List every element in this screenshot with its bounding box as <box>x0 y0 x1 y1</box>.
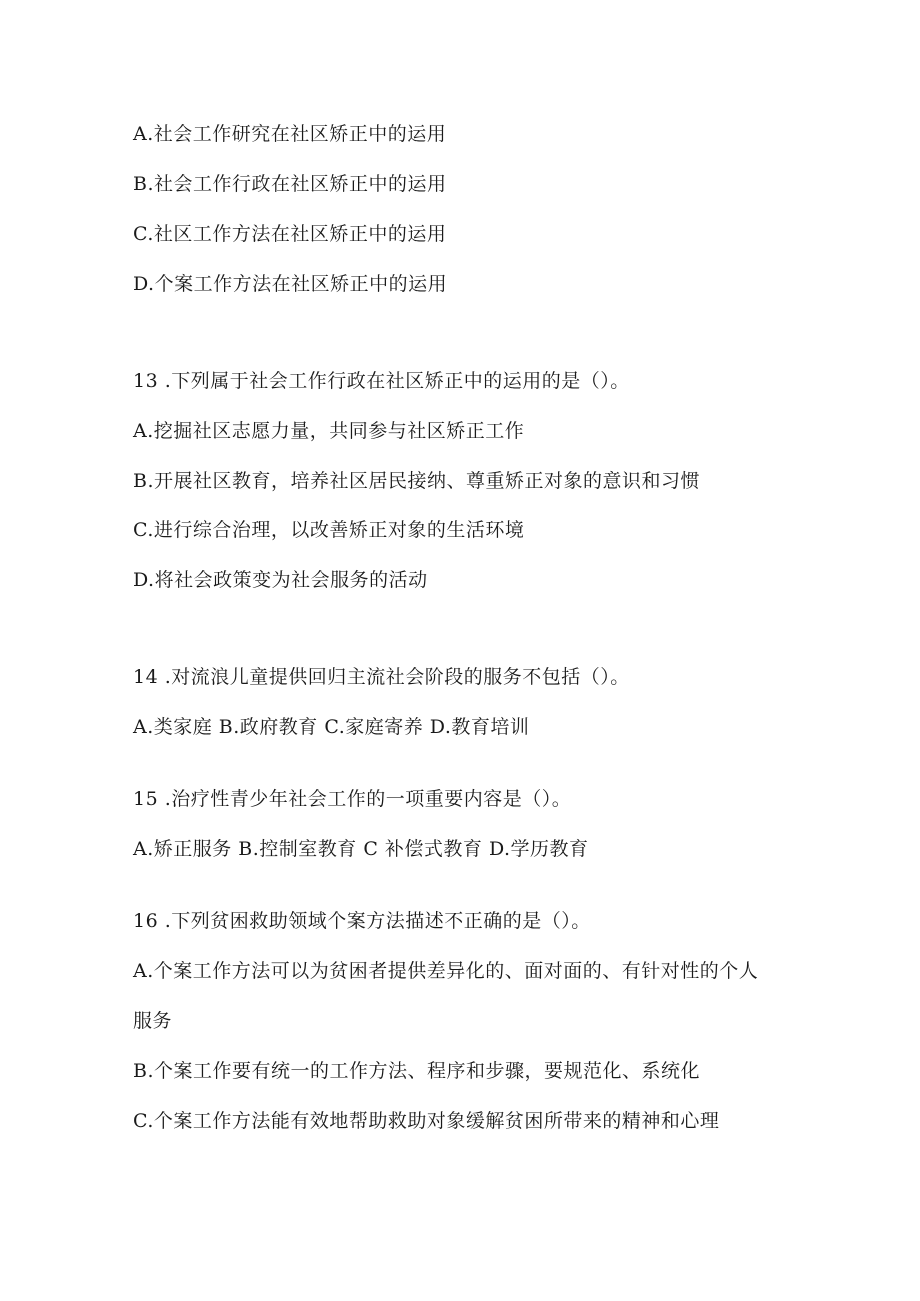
question-stem: 16 .下列贫困救助领域个案方法描述不正确的是（）。 <box>133 910 591 932</box>
option-a-line2: 服务 <box>133 1010 173 1032</box>
option-c: C.个案工作方法能有效地帮助救助对象缓解贫困所带来的精神和心理 <box>133 1110 720 1132</box>
option-c: C.进行综合治理，以改善矫正对象的生活环境 <box>133 519 525 541</box>
question-stem: 15 .治疗性青少年社会工作的一项重要内容是（）。 <box>133 788 572 810</box>
option-b: B.开展社区教育，培养社区居民接纳、尊重矫正对象的意识和习惯 <box>133 470 701 492</box>
option-b: B.个案工作要有统一的工作方法、程序和步骤，要规范化、系统化 <box>133 1060 701 1082</box>
question-stem: 13 .下列属于社会工作行政在社区矫正中的运用的是（）。 <box>133 370 630 392</box>
options-line: A.矫正服务 B.控制室教育 C 补偿式教育 D.学历教育 <box>133 838 589 860</box>
question-stem: 14 .对流浪儿童提供回归主流社会阶段的服务不包括（）。 <box>133 666 630 688</box>
option-c: C.社区工作方法在社区矫正中的运用 <box>133 223 447 245</box>
options-line: A.类家庭 B.政府教育 C.家庭寄养 D.教育培训 <box>133 716 530 738</box>
option-d: D.个案工作方法在社区矫正中的运用 <box>133 273 448 295</box>
option-a: A.挖掘社区志愿力量，共同参与社区矫正工作 <box>133 420 525 442</box>
option-b: B.社会工作行政在社区矫正中的运用 <box>133 173 447 195</box>
option-a: A.社会工作研究在社区矫正中的运用 <box>133 123 447 145</box>
option-d: D.将社会政策变为社会服务的活动 <box>133 569 428 591</box>
option-a-line1: A.个案工作方法可以为贫困者提供差异化的、面对面的、有针对性的个人 <box>133 960 759 982</box>
